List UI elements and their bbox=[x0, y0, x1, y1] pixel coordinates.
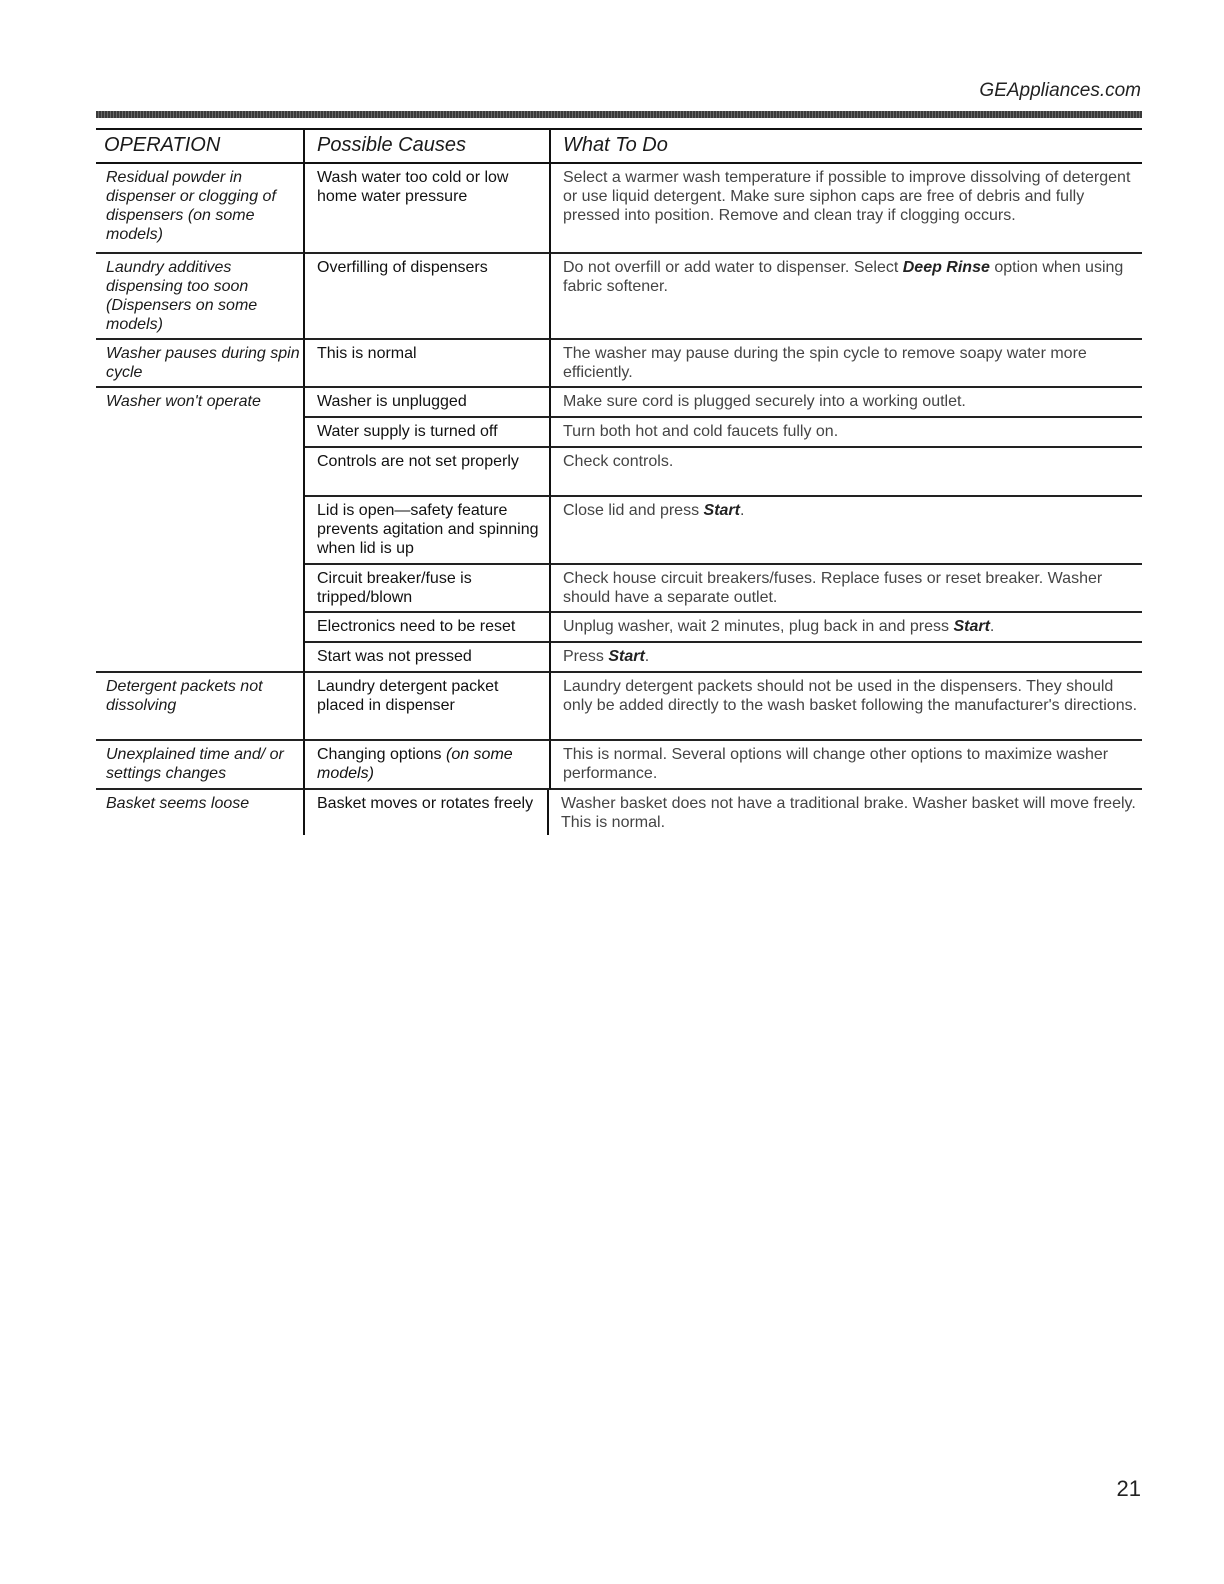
cause-cell: Wash water too cold or low home water pressure bbox=[305, 164, 551, 254]
todo-cell: Select a warmer wash temperature if possible to improve dissolving of detergent or use liquid detergent. Make sure siphon caps are free of debris and fully pressed into position. Remove and clean tray if clogging occurs. bbox=[551, 164, 1142, 254]
problem-cell-empty bbox=[96, 613, 305, 643]
cause-cell: Lid is open—safety feature prevents agitation and spinning when lid is up bbox=[305, 497, 551, 565]
cause-text: Changing options bbox=[317, 746, 446, 763]
todo-text: Close lid and press bbox=[563, 502, 704, 519]
button-name: Start bbox=[703, 502, 740, 519]
column-header-operation: OPERATION bbox=[96, 130, 305, 162]
problem-cell: Laundry additives dispensing too soon (Dispensers on some models) bbox=[96, 254, 305, 340]
todo-text: . bbox=[739, 502, 745, 519]
todo-text: option when using fabric softener. bbox=[563, 259, 1124, 295]
problem-cell-empty bbox=[96, 448, 305, 497]
problem-cell: Detergent packets not dissolving bbox=[96, 673, 305, 741]
table-header bbox=[96, 128, 1142, 164]
cause-cell: Circuit breaker/fuse is tripped/blown bbox=[305, 565, 551, 613]
table-row bbox=[96, 418, 1142, 448]
todo-cell: Make sure cord is plugged securely into a working outlet. bbox=[551, 388, 1142, 418]
problem-cell-empty bbox=[96, 418, 305, 448]
problem-cell-empty bbox=[96, 565, 305, 613]
problem-cell-empty bbox=[96, 497, 305, 565]
todo-cell: The washer may pause during the spin cycle to remove soapy water more efficiently. bbox=[551, 340, 1142, 388]
todo-text: Unplug washer, wait 2 minutes, plug back in and press bbox=[563, 618, 954, 635]
todo-cell: Turn both hot and cold faucets fully on. bbox=[551, 418, 1142, 448]
table-row bbox=[96, 497, 1142, 565]
todo-text: . bbox=[644, 648, 650, 665]
page-number: 21 bbox=[1116, 1476, 1141, 1501]
table-row bbox=[96, 790, 1142, 835]
problem-cell: Washer won't operate bbox=[96, 388, 305, 418]
cause-note: (on some models) bbox=[317, 746, 513, 782]
problem-cell-empty bbox=[96, 643, 305, 673]
cause-cell: This is normal bbox=[305, 340, 551, 388]
todo-cell: This is normal. Several options will change other options to maximize washer performance. bbox=[551, 741, 1142, 790]
todo-cell: Washer basket does not have a traditional brake. Washer basket will move freely. This is normal. bbox=[561, 795, 1136, 831]
cause-cell: Basket moves or rotates freely bbox=[303, 790, 549, 835]
problem-cell: Residual powder in dispenser or clogging of dispensers (on some models) bbox=[96, 164, 305, 254]
button-name: Start bbox=[608, 648, 645, 665]
option-name: Deep Rinse bbox=[902, 259, 990, 276]
table-row bbox=[96, 164, 1142, 254]
problem-cell: Unexplained time and/ or settings changes bbox=[96, 741, 305, 790]
cause-cell: Overfilling of dispensers bbox=[305, 254, 551, 340]
todo-cell bbox=[551, 613, 1142, 643]
troubleshooting-table bbox=[96, 128, 1142, 835]
todo-cell: Laundry detergent packets should not be used in the dispensers. They should only be added directly to the wash basket following the manufacturer's directions. bbox=[551, 673, 1142, 741]
header-rule bbox=[96, 111, 1142, 118]
todo-cell bbox=[551, 643, 1142, 673]
cause-cell bbox=[305, 741, 551, 790]
table-row bbox=[96, 388, 1142, 418]
table-row bbox=[96, 565, 1142, 613]
cause-cell: Controls are not set properly bbox=[305, 448, 551, 497]
cause-cell: Washer is unplugged bbox=[305, 388, 551, 418]
column-header-todo: What To Do bbox=[563, 134, 668, 156]
table-row bbox=[96, 340, 1142, 388]
problem-cell: Washer pauses during spin cycle bbox=[96, 340, 305, 388]
todo-text: Press bbox=[563, 648, 609, 665]
table-row bbox=[96, 254, 1142, 340]
cause-cell: Water supply is turned off bbox=[305, 418, 551, 448]
button-name: Start bbox=[953, 618, 990, 635]
cause-cell: Start was not pressed bbox=[305, 643, 551, 673]
table-row bbox=[96, 613, 1142, 643]
todo-cell bbox=[551, 497, 1142, 565]
todo-cell: Check house circuit breakers/fuses. Replace fuses or reset breaker. Washer should have a separate outlet. bbox=[551, 565, 1142, 613]
cause-cell: Laundry detergent packet placed in dispenser bbox=[305, 673, 551, 741]
problem-cell: Basket seems loose bbox=[106, 795, 250, 812]
table-row bbox=[96, 673, 1142, 741]
table-row bbox=[96, 741, 1142, 790]
column-header-causes: Possible Causes bbox=[305, 130, 551, 162]
todo-cell bbox=[551, 254, 1142, 340]
site-url: GEAppliances.com bbox=[979, 80, 1141, 101]
todo-cell: Check controls. bbox=[551, 448, 1142, 497]
table-row bbox=[96, 643, 1142, 673]
todo-text: . bbox=[989, 618, 995, 635]
todo-text: Do not overfill or add water to dispenser. Select bbox=[563, 259, 903, 276]
table-row bbox=[96, 448, 1142, 497]
cause-cell: Electronics need to be reset bbox=[305, 613, 551, 643]
